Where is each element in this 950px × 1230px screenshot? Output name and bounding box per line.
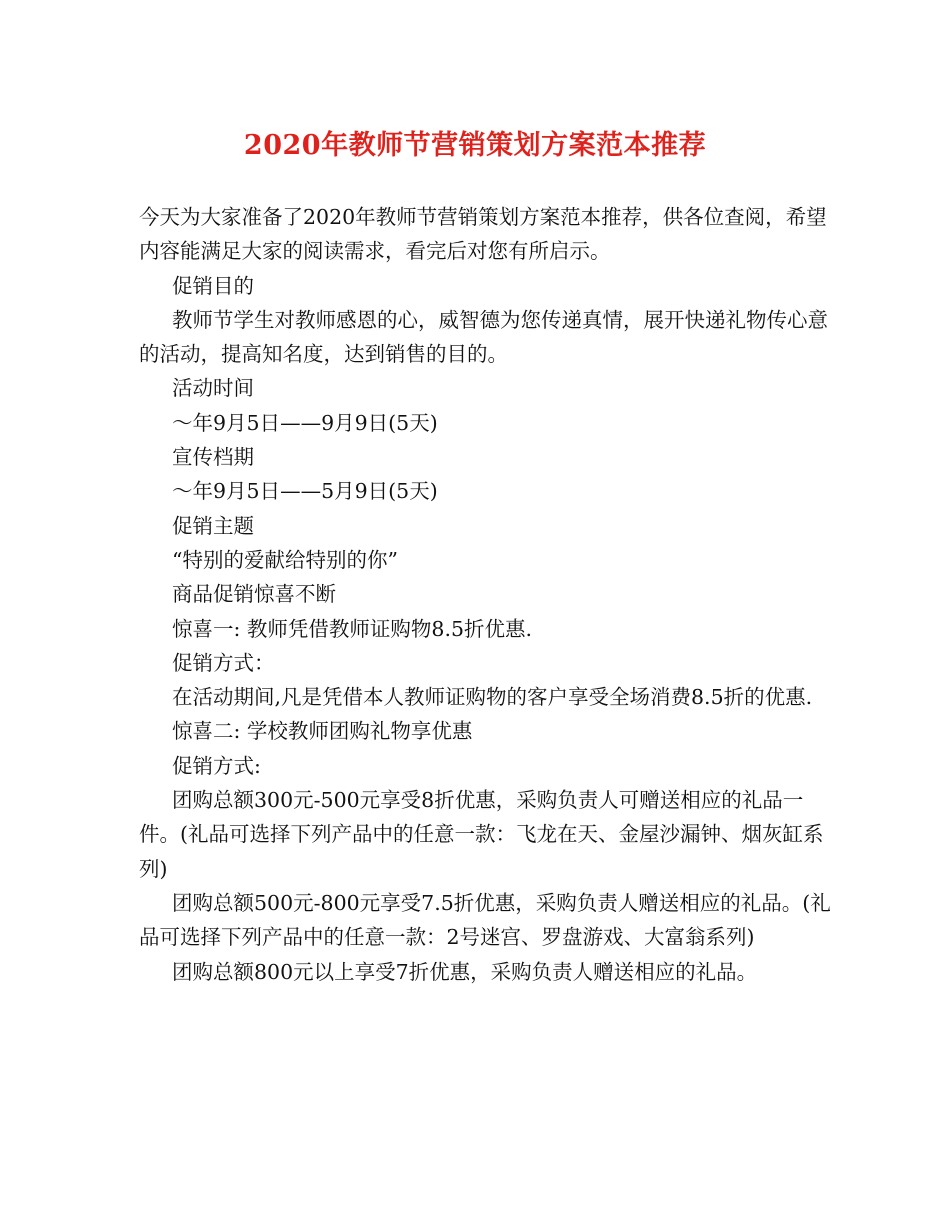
- heading-promotion-theme: 促销主题: [172, 513, 254, 538]
- heading-event-time: 活动时间: [172, 376, 254, 401]
- paragraph-group-buy-tier-2: 团购总额500元-800元享受7.5折优惠，采购负责人赠送相应的礼品。(礼品可选择下列产品中的任意一款：2号迷宫、罗盘游戏、大富翁系列): [139, 890, 831, 950]
- paragraph-group-buy-tier-3: 团购总额800元以上享受7折优惠，采购负责人赠送相应的礼品。: [172, 959, 758, 984]
- heading-promotion-goal: 促销目的: [172, 273, 254, 298]
- heading-promotion-method-2: 促销方式:: [172, 753, 261, 778]
- document-body: [139, 200, 834, 989]
- intro-paragraph: 今天为大家准备了2020年教师节营销策划方案范本推荐，供各位查阅，希望内容能满足大家的阅读需求，看完后对您有所启示。: [139, 205, 827, 264]
- paragraph-surprise-one-detail: 在活动期间,凡是凭借本人教师证购物的客户享受全场消费8.5折的优惠.: [172, 685, 813, 710]
- paragraph-group-buy-tier-1: 团购总额300元-500元享受8折优惠，采购负责人可赠送相应的礼品一件。(礼品可选择下列产品中的任意一款：飞龙在天、金屋沙漏钟、烟灰缸系列): [139, 788, 824, 881]
- paragraph-publicity-period: ～年9月5日——5月9日(5天): [172, 479, 438, 504]
- heading-publicity-period: 宣传档期: [172, 445, 254, 470]
- paragraph-promotion-goal: 教师节学生对教师感恩的心，威智德为您传递真情，展开快递礼物传心意的活动，提高知名度，达到销售的目的。: [139, 307, 828, 367]
- heading-surprise-one: 惊喜一: 教师凭借教师证购物8.5折优惠.: [172, 616, 533, 641]
- heading-promotion-method-1: 促销方式：: [172, 650, 275, 675]
- paragraph-surprises-intro: 商品促销惊喜不断: [172, 582, 336, 607]
- document-title: 2020年教师节营销策划方案范本推荐: [243, 130, 707, 161]
- paragraph-promotion-theme: “特别的爱献给特别的你”: [172, 547, 398, 572]
- heading-surprise-two: 惊喜二: 学校教师团购礼物享优惠: [172, 719, 473, 744]
- paragraph-event-time: ～年9月5日——9月9日(5天): [172, 410, 438, 435]
